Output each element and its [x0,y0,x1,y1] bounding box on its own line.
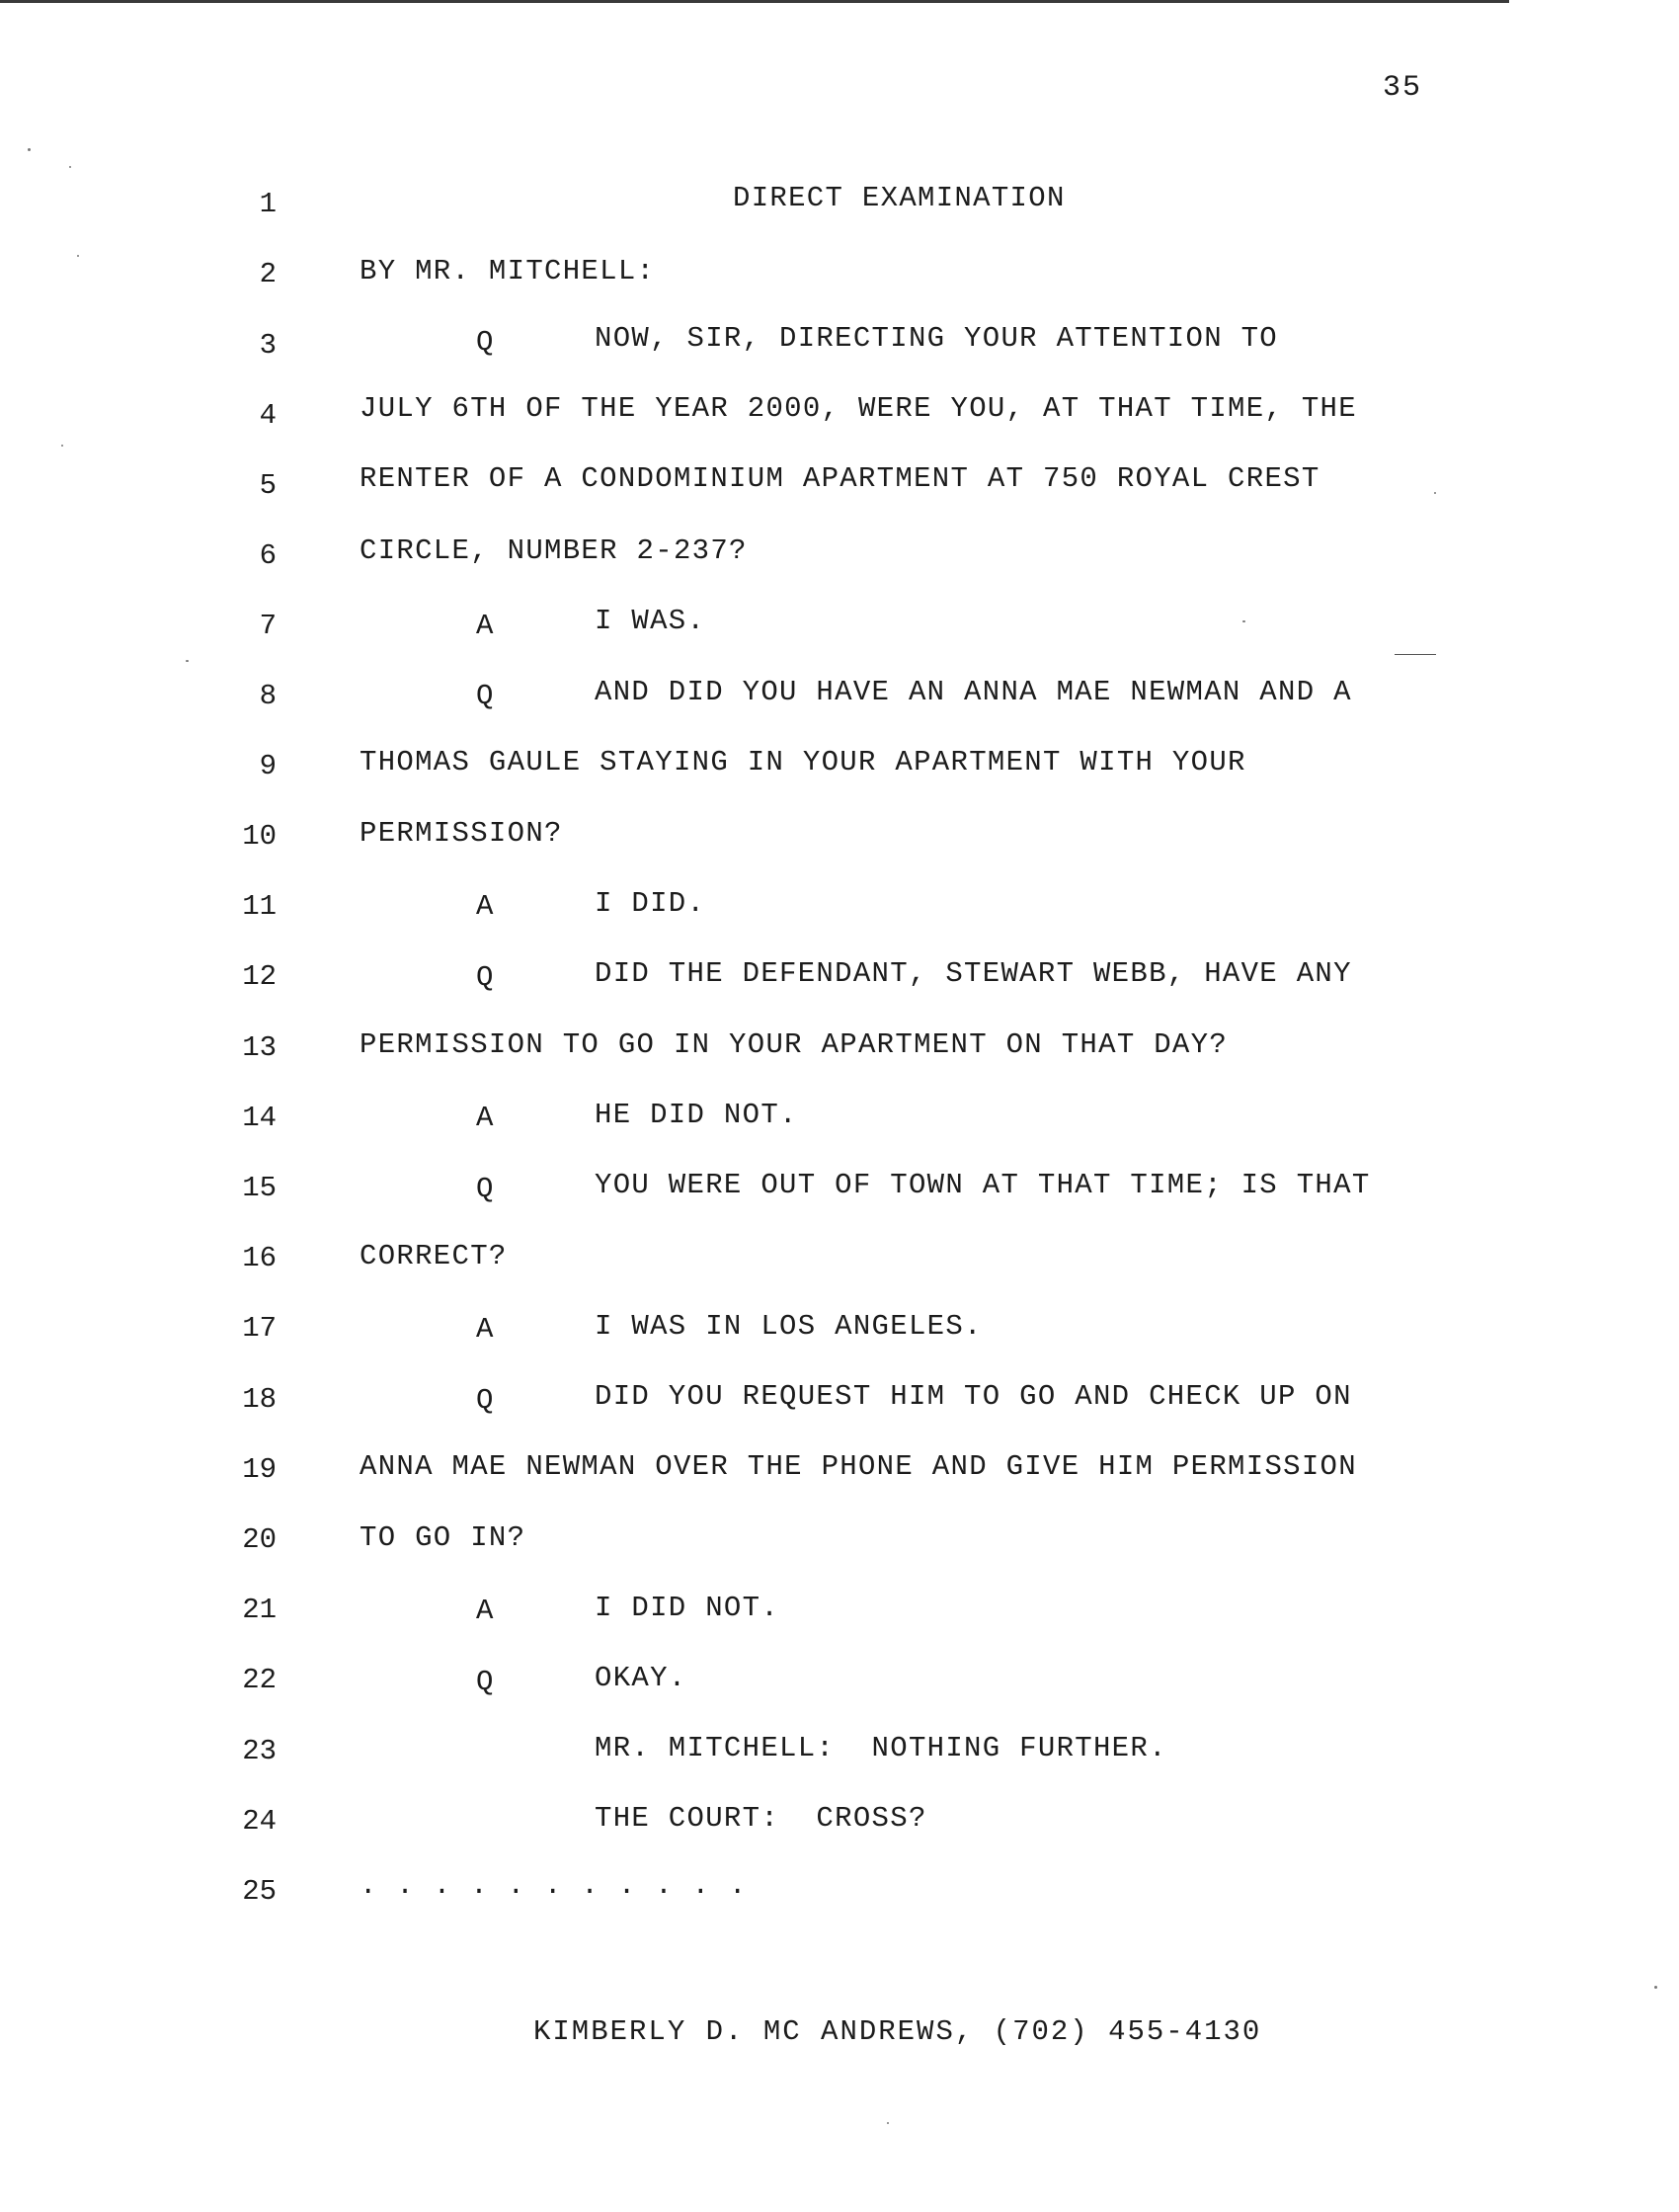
line-number: 5 [259,469,277,502]
speaker-label: A [476,890,494,923]
line-number: 23 [242,1735,277,1767]
speaker-label: Q [476,1173,494,1205]
transcript-line: OKAY. [595,1662,687,1694]
section-heading: DIRECT EXAMINATION [733,182,1066,214]
line-number: 2 [259,258,277,290]
transcript-line: AND DID YOU HAVE AN ANNA MAE NEWMAN AND A [595,676,1352,708]
speaker-label: Q [476,680,494,712]
speaker-label: Q [476,961,494,994]
dotted-continuation: . . . . . . . . . . . [360,1869,748,1902]
line-number: 18 [242,1383,277,1416]
transcript-line: I DID NOT. [595,1592,780,1624]
line-number: 10 [242,820,277,853]
transcript-line: I WAS. [595,605,706,637]
scan-speck [28,148,31,151]
transcript-line: RENTER OF A CONDOMINIUM APARTMENT AT 750 ROYAL CREST [360,462,1320,495]
line-number: 13 [242,1031,277,1064]
transcript-line: MR. MITCHELL: NOTHING FURTHER. [595,1732,1167,1764]
top-rule [0,0,1509,3]
line-number: 20 [242,1523,277,1556]
transcript-line: PERMISSION? [360,817,563,850]
scan-speck [1434,492,1436,494]
transcript-line: PERMISSION TO GO IN YOUR APARTMENT ON THAT DAY? [360,1028,1229,1061]
line-number: 8 [259,680,277,712]
transcript-line: TO GO IN? [360,1521,526,1554]
transcript-line: CIRCLE, NUMBER 2-237? [360,534,748,567]
line-number: 19 [242,1453,277,1486]
line-number: 6 [259,539,277,572]
transcript-line: YOU WERE OUT OF TOWN AT THAT TIME; IS THAT [595,1169,1371,1201]
scan-speck [186,660,189,662]
line-number: 7 [259,610,277,642]
speaker-label: A [476,610,494,642]
line-number: 16 [242,1242,277,1274]
scan-speck [69,166,71,168]
scan-speck [77,255,79,257]
speaker-label: Q [476,1666,494,1698]
transcript-line: NOW, SIR, DIRECTING YOUR ATTENTION TO [595,322,1279,355]
page-number: 35 [1383,71,1423,105]
transcript-line: CORRECT? [360,1240,508,1272]
line-number: 22 [242,1664,277,1696]
line-number: 21 [242,1594,277,1626]
transcript-line: THOMAS GAULE STAYING IN YOUR APARTMENT WITH YOUR [360,746,1246,778]
speaker-label: A [476,1102,494,1134]
transcript-line: DID YOU REQUEST HIM TO GO AND CHECK UP ON [595,1380,1352,1413]
transcript-line: DID THE DEFENDANT, STEWART WEBB, HAVE ANY [595,957,1352,990]
line-number: 25 [242,1875,277,1908]
scan-speck [887,2122,889,2124]
reporter-footer: KIMBERLY D. MC ANDREWS, (702) 455-4130 [533,2015,1262,2048]
line-number: 14 [242,1102,277,1134]
transcript-line: ANNA MAE NEWMAN OVER THE PHONE AND GIVE HIM PERMISSION [360,1450,1357,1483]
line-number: 9 [259,750,277,782]
speaker-label: Q [476,1384,494,1417]
transcript-line: THE COURT: CROSS? [595,1802,927,1835]
scan-mark [1395,654,1436,655]
speaker-label: Q [476,326,494,359]
speaker-label: A [476,1595,494,1627]
line-number: 3 [259,329,277,362]
line-number: 11 [242,890,277,923]
scan-speck [1242,620,1245,622]
scan-speck [1654,1986,1657,1989]
line-number: 4 [259,399,277,432]
transcript-line: I WAS IN LOS ANGELES. [595,1310,983,1343]
transcript-line: HE DID NOT. [595,1099,798,1131]
transcript-line: I DID. [595,887,706,920]
transcript-line: BY MR. MITCHELL: [360,255,656,287]
line-number: 15 [242,1172,277,1204]
line-number: 17 [242,1312,277,1345]
line-number: 24 [242,1805,277,1838]
line-number: 1 [259,188,277,220]
transcript-line: JULY 6TH OF THE YEAR 2000, WERE YOU, AT THAT TIME, THE [360,392,1357,425]
speaker-label: A [476,1313,494,1346]
line-number: 12 [242,960,277,993]
scan-speck [61,445,63,447]
